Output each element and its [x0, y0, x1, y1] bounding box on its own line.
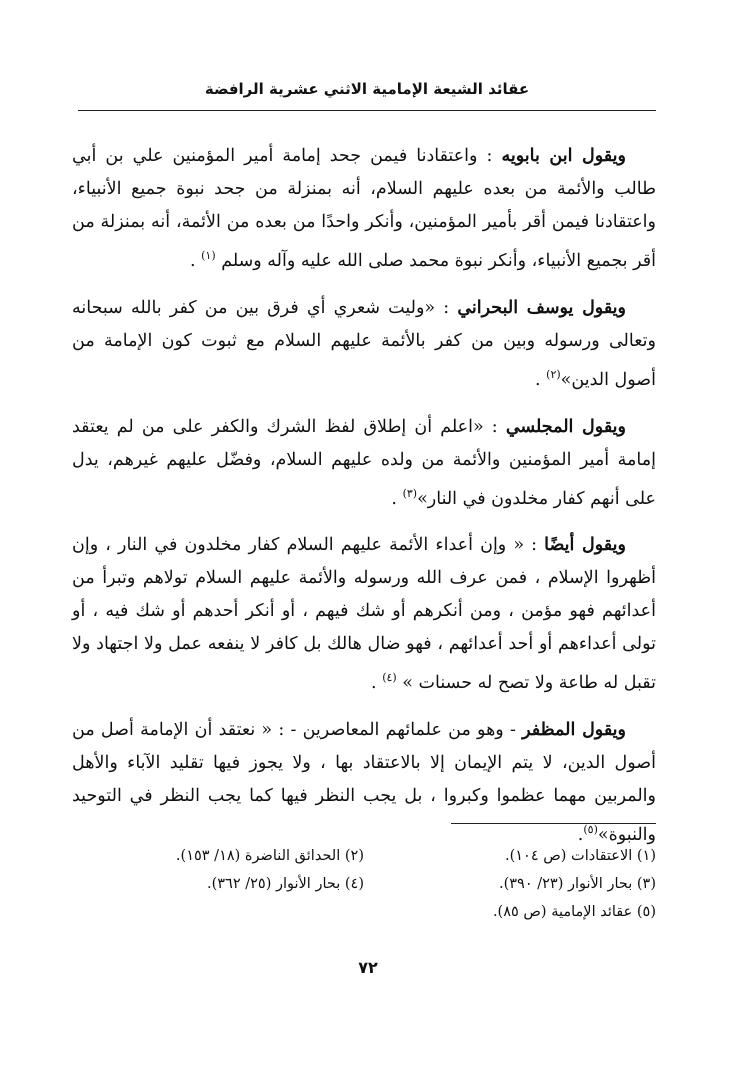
footnote-row: [72, 870, 656, 898]
footnote-row: [72, 842, 656, 870]
quote-text: - وهو من علمائهم المعاصرين - : « نعتقد أن الإمامة أصل من أصول الدين، لا يتم الإيمان إلا بالاعتقاد بها ، ولا يجوز فيها تقليد الآباء والأهل والمربين مهما عظموا وكبروا ، بل يجب النظر فيها كما يجب النظر في التوحيد والنبوة»: [72, 720, 656, 846]
sentence-end: .: [371, 673, 377, 694]
quote-text: : « وإن أعداء الأئمة عليهم السلام كفار مخلدون في النار ، وإن أظهروا الإسلام ، فمن عرف الله ورسوله والأئمة عليهم السلام تولاهم وتبرأ من أعدائهم فهو مؤمن ، ومن أنكرهم أو شك فيهم ، أو أنكر أحدهم أو شك فيه ، أو تولى أعداءهم أو أحد أعدائهم ، فهو ضال هالك بل كافر لا ينفعه عمل ولا اجتهاد ولا تقبل له طاعة ولا تصح له حسنات »: [72, 535, 656, 694]
sentence-end: .: [535, 369, 541, 390]
quote-text: : «اعلم أن إطلاق لفظ الشرك والكفر على من لم يعتقد إمامة أمير المؤمنين والأئمة من ولده عليهم السلام، وفضّل عليهم غيرهم، يدل على أنهم كفار مخلدون في النار»: [72, 416, 656, 509]
footnote-ref: (٣): [402, 486, 418, 500]
footnote-3: (٣) بحار الأنوار (٢٣/ ٣٩٠).: [498, 876, 656, 892]
speaker-name: ويقول يوسف البحراني: [457, 297, 626, 318]
footnote-2: (٢) الحدائق الناضرة (١٨/ ١٥٣).: [175, 848, 364, 864]
paragraph-bahrani: [72, 292, 656, 397]
page-number: ٧٢: [358, 958, 378, 977]
footnote-5: (٥) عقائد الإمامية (ص ٨٥).: [492, 904, 656, 920]
speaker-name: ويقول ابن بابويه: [501, 146, 626, 166]
quote-text: : «وليت شعري أي فرق بين من كفر بالله سبحانه وتعالى ورسوله وبين من كفر بالأئمة عليهم السلام مع ثبوت كون الإمامة من أصول الدين»: [72, 297, 656, 390]
sentence-end: .: [391, 488, 397, 509]
footnote-ref: (٢): [546, 367, 561, 381]
footnote-ref: (١): [201, 249, 216, 262]
main-text: [72, 140, 656, 866]
footnote-ref: (٤): [382, 671, 397, 685]
footnote-4: (٤) بحار الأنوار (٢٥/ ٣٦٢).: [206, 876, 364, 892]
header-divider: [78, 110, 656, 111]
sentence-end: .: [577, 825, 584, 846]
paragraph-majlisi-also: [72, 529, 656, 700]
speaker-name: ويقول المظفر: [522, 720, 626, 741]
footnote-divider: [451, 823, 656, 824]
footnote-1: (١) الاعتقادات (ص ١٠٤).: [504, 848, 656, 864]
paragraph-ibn-babawayh: [72, 140, 656, 278]
speaker-name: ويقول أيضًا: [544, 535, 626, 556]
sentence-end: .: [189, 250, 196, 271]
footnotes: [72, 842, 656, 926]
paragraph-majlisi: [72, 411, 656, 516]
paragraph-muzaffar: [72, 714, 656, 852]
footnote-row: [72, 898, 656, 926]
quote-text: : واعتقادنا فيمن جحد إمامة أمير المؤمنين علي بن أبي طالب والأئمة من بعده عليهم السلام، أنه بمنزلة من جحد نبوة جميع الأنبياء، واعتقادنا فيمن أقر بأمير المؤمنين، وأنكر واحدًا من بعده من الأئمة، أنه بمنزلة من أقر بجميع الأنبياء، وأنكر نبوة محمد صلى الله عليه وآله وسلم: [72, 146, 656, 271]
footnote-ref: (٥): [583, 823, 598, 837]
speaker-name: ويقول المجلسي: [505, 416, 626, 437]
running-header: عقائد الشيعة الإمامية الاثني عشرية الرافضة: [204, 80, 530, 98]
